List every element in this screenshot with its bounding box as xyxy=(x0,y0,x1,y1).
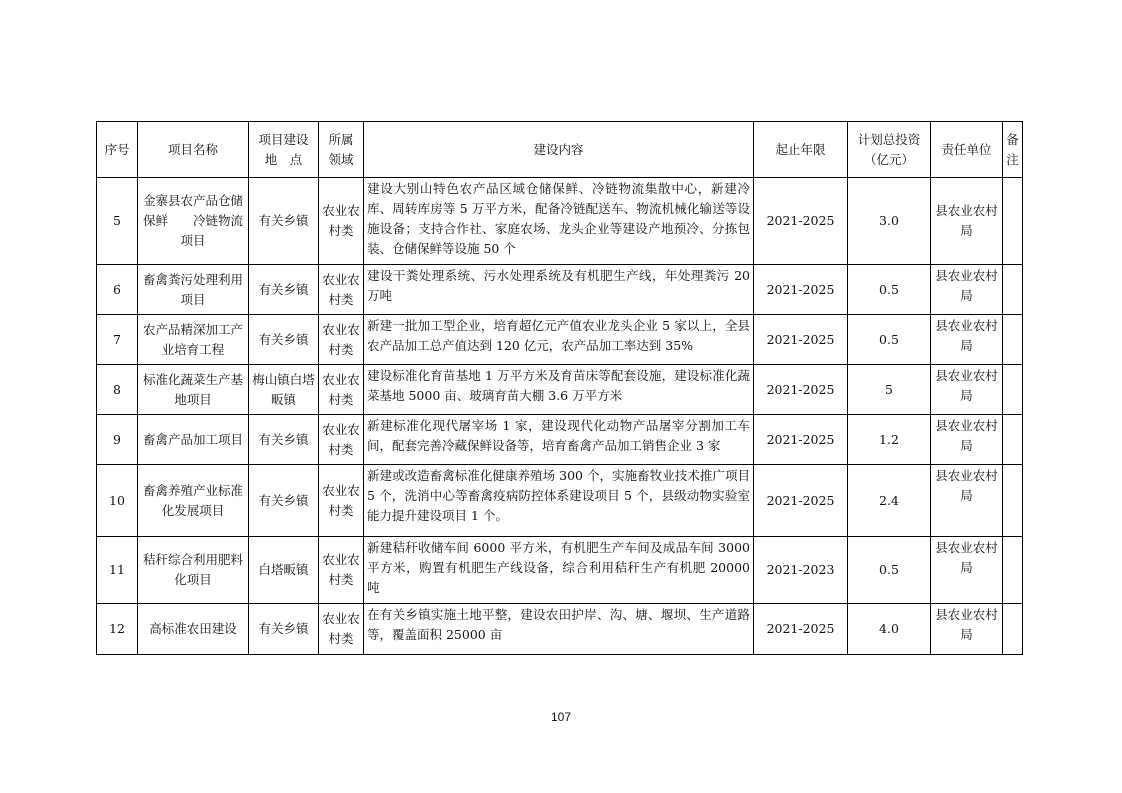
cell-remark xyxy=(1003,265,1023,315)
cell-remark xyxy=(1003,365,1023,415)
table-row xyxy=(97,465,1023,537)
header-domain-line1: 所属 xyxy=(328,131,354,147)
header-location xyxy=(249,122,319,178)
cell-content: 新建一批加工型企业，培育超亿元产值农业龙头企业 5 家以上，全县农产品加工总产值达到 120 亿元，农产品加工率达到 35% xyxy=(364,315,754,365)
cell-unit: 县农业农村局 xyxy=(931,415,1003,465)
cell-unit: 县农业农村局 xyxy=(931,265,1003,315)
cell-seq: 10 xyxy=(97,465,138,537)
cell-unit: 县农业农村局 xyxy=(931,537,1003,604)
header-content: 建设内容 xyxy=(364,122,754,178)
cell-content: 新建秸秆收储车间 6000 平方米，有机肥生产车间及成品车间 3000 平方米，购置有机肥生产线设备，综合利用秸秆生产有机肥 20000 吨 xyxy=(364,537,754,604)
cell-name: 畜禽粪污处理利用项目 xyxy=(138,265,249,315)
cell-name: 畜禽养殖产业标准化发展项目 xyxy=(138,465,249,537)
cell-unit: 县农业农村局 xyxy=(931,365,1003,415)
header-name: 项目名称 xyxy=(138,122,249,178)
cell-investment: 0.5 xyxy=(848,537,931,604)
header-invest-line1: 计划总投资 xyxy=(857,131,921,147)
header-domain-line2: 领域 xyxy=(328,151,354,167)
cell-domain: 农业农村类 xyxy=(319,465,364,537)
cell-investment: 4.0 xyxy=(848,604,931,655)
cell-remark xyxy=(1003,315,1023,365)
table-row xyxy=(97,365,1023,415)
cell-location: 有关乡镇 xyxy=(249,178,319,265)
cell-investment: 5 xyxy=(848,365,931,415)
header-investment xyxy=(848,122,931,178)
cell-remark xyxy=(1003,415,1023,465)
cell-seq: 8 xyxy=(97,365,138,415)
cell-remark xyxy=(1003,537,1023,604)
cell-name: 农产品精深加工产业培育工程 xyxy=(138,315,249,365)
cell-remark xyxy=(1003,604,1023,655)
table-row xyxy=(97,315,1023,365)
cell-domain: 农业农村类 xyxy=(319,604,364,655)
cell-unit: 县农业农村局 xyxy=(931,604,1003,655)
header-location-line1: 项目建设 xyxy=(258,131,309,147)
cell-content: 新建或改造畜禽标准化健康养殖场 300 个，实施畜牧业技术推广项目 5 个，洗消中心等畜禽疫病防控体系建设项目 5 个，县级动物实验室能力提升建设项目 1 个。 xyxy=(364,465,754,537)
cell-unit: 县农业农村局 xyxy=(931,178,1003,265)
cell-period: 2021-2025 xyxy=(754,365,848,415)
cell-investment: 0.5 xyxy=(848,315,931,365)
cell-domain: 农业农村类 xyxy=(319,265,364,315)
cell-content: 建设标准化育苗基地 1 万平方米及育苗床等配套设施，建设标准化蔬菜基地 5000 亩、玻璃育苗大棚 3.6 万平方米 xyxy=(364,365,754,415)
table-row xyxy=(97,537,1023,604)
cell-investment: 3.0 xyxy=(848,178,931,265)
cell-name: 畜禽产品加工项目 xyxy=(138,415,249,465)
cell-period: 2021-2025 xyxy=(754,315,848,365)
cell-seq: 6 xyxy=(97,265,138,315)
cell-location: 有关乡镇 xyxy=(249,415,319,465)
cell-remark xyxy=(1003,465,1023,537)
cell-investment: 1.2 xyxy=(848,415,931,465)
cell-domain: 农业农村类 xyxy=(319,178,364,265)
project-table xyxy=(96,121,1023,655)
cell-content: 建设大别山特色农产品区域仓储保鲜、冷链物流集散中心，新建冷库、周转库房等 5 万平方米，配备冷链配送车、物流机械化输送等设施设备；支持合作社、家庭农场、龙头企业等建设产地预冷、分拣包装、仓储保鲜等设施 50 个 xyxy=(364,178,754,265)
header-unit: 责任单位 xyxy=(931,122,1003,178)
header-period: 起止年限 xyxy=(754,122,848,178)
cell-period: 2021-2025 xyxy=(754,604,848,655)
cell-seq: 9 xyxy=(97,415,138,465)
cell-location: 有关乡镇 xyxy=(249,315,319,365)
cell-seq: 7 xyxy=(97,315,138,365)
cell-period: 2021-2025 xyxy=(754,465,848,537)
cell-content: 新建标准化现代屠宰场 1 家，建设现代化动物产品屠宰分割加工车间，配套完善冷藏保鲜设备等，培育畜禽产品加工销售企业 3 家 xyxy=(364,415,754,465)
cell-investment: 2.4 xyxy=(848,465,931,537)
table-row xyxy=(97,178,1023,265)
cell-investment: 0.5 xyxy=(848,265,931,315)
cell-domain: 农业农村类 xyxy=(319,415,364,465)
header-domain xyxy=(319,122,364,178)
table-row xyxy=(97,415,1023,465)
table-row xyxy=(97,265,1023,315)
cell-name: 高标准农田建设 xyxy=(138,604,249,655)
cell-location: 有关乡镇 xyxy=(249,604,319,655)
cell-name: 金寨县农产品仓储保鲜 冷链物流项目 xyxy=(138,178,249,265)
cell-name: 标准化蔬菜生产基地项目 xyxy=(138,365,249,415)
page-number: 107 xyxy=(550,710,572,724)
cell-seq: 5 xyxy=(97,178,138,265)
cell-domain: 农业农村类 xyxy=(319,365,364,415)
cell-location: 有关乡镇 xyxy=(249,465,319,537)
cell-location: 白塔畈镇 xyxy=(249,537,319,604)
cell-period: 2021-2025 xyxy=(754,415,848,465)
cell-content: 在有关乡镇实施土地平整，建设农田护岸、沟、塘、堰坝、生产道路等，覆盖面积 25000 亩 xyxy=(364,604,754,655)
header-invest-line2: （亿元） xyxy=(863,151,914,167)
cell-location: 梅山镇白塔畈镇 xyxy=(249,365,319,415)
cell-unit: 县农业农村局 xyxy=(931,465,1003,537)
cell-remark xyxy=(1003,178,1023,265)
cell-seq: 12 xyxy=(97,604,138,655)
cell-seq: 11 xyxy=(97,537,138,604)
cell-domain: 农业农村类 xyxy=(319,315,364,365)
cell-period: 2021-2025 xyxy=(754,178,848,265)
header-remark: 备注 xyxy=(1003,122,1023,178)
table-row xyxy=(97,604,1023,655)
cell-period: 2021-2025 xyxy=(754,265,848,315)
cell-content: 建设干粪处理系统、污水处理系统及有机肥生产线，年处理粪污 20 万吨 xyxy=(364,265,754,315)
table-header-row xyxy=(97,122,1023,178)
header-location-line2: 地 点 xyxy=(264,151,303,167)
cell-name: 秸秆综合利用肥料化项目 xyxy=(138,537,249,604)
cell-domain: 农业农村类 xyxy=(319,537,364,604)
cell-unit: 县农业农村局 xyxy=(931,315,1003,365)
cell-period: 2021-2023 xyxy=(754,537,848,604)
header-seq: 序号 xyxy=(97,122,138,178)
cell-location: 有关乡镇 xyxy=(249,265,319,315)
